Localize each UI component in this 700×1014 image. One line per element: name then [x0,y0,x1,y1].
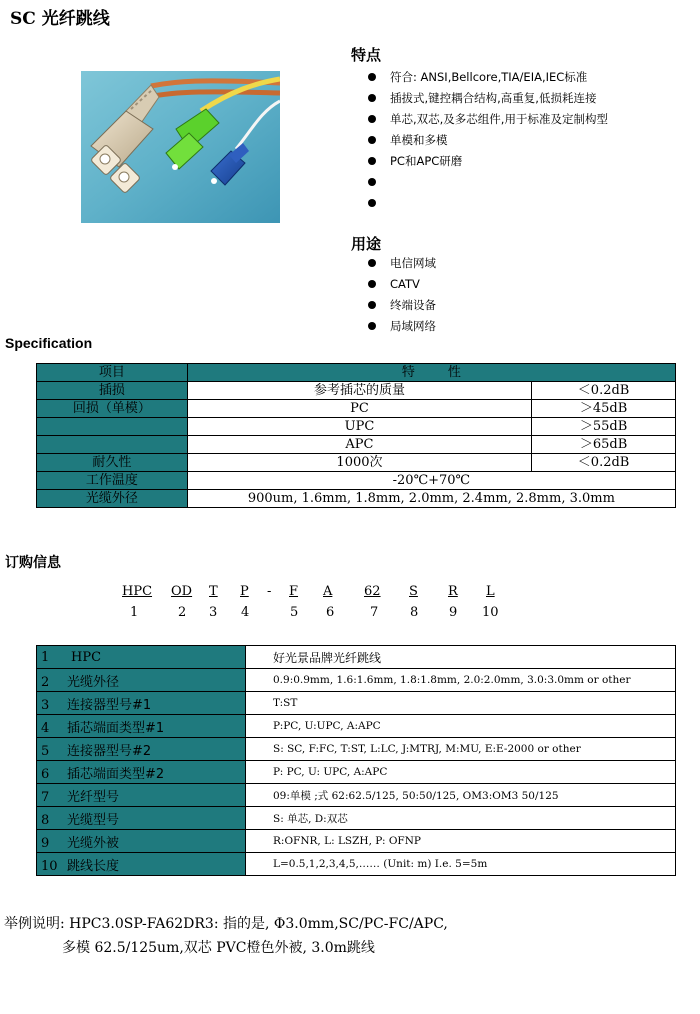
row-label: 耐久性 [37,454,188,472]
table-cell: S: 单芯, D:双芯 [246,807,676,830]
example-line-1: 举例说明: HPC3.0SP-FA62DR3: 指的是, Φ3.0mm,SC/PC-FC/APC, [4,916,448,932]
table-cell: 1000次 [187,454,531,472]
table-row [37,853,676,876]
spec-table [36,363,676,508]
uses-heading: 用途 [351,235,382,253]
table-row [37,400,676,418]
code-separator: - [267,584,272,599]
table-cell: 09:单模 ;式 62:62.5/125, 50:50/125, OM3:OM3 50/125 [246,784,676,807]
list-item: 电信网域 [368,255,436,276]
list-item [368,195,608,216]
list-item: 终端设备 [368,297,436,318]
table-cell: 0.9:0.9mm, 1.6:1.6mm, 1.8:1.8mm, 2.0:2.0mm, 3.0:3.0mm or other [246,669,676,692]
example-line-2: 多模 62.5/125um,双芯 PVC橙色外被, 3.0m跳线 [62,940,375,956]
row-label: 1 HPC [37,646,246,669]
table-cell: ＜0.2dB [532,382,676,400]
bullet-icon [368,94,376,102]
code-segment: HPC [122,584,153,599]
table-row [37,807,676,830]
table-cell: 900um, 1.6mm, 1.8mm, 2.0mm, 2.4mm, 2.8mm, 3.0mm [187,490,675,508]
list-item: PC和APC研磨 [368,153,608,174]
table-cell: -20℃+70℃ [187,472,675,490]
column-header: 特 性 [187,364,675,382]
bullet-icon [368,73,376,81]
table-row [37,830,676,853]
row-label: 10 跳线长度 [37,853,246,876]
table-cell: T:ST [246,692,676,715]
code-segment: 62 [364,584,381,599]
table-cell: UPC [187,418,531,436]
bullet-icon [368,115,376,123]
bullet-icon [368,136,376,144]
code-segment: F [289,584,299,599]
order-table [36,645,676,876]
code-segment: R [448,584,458,599]
example-note [4,912,448,960]
bullet-icon [368,301,376,309]
order-heading: 订购信息 [5,555,61,571]
bullet-icon [368,259,376,267]
bullet-icon [368,178,376,186]
table-row [37,715,676,738]
bullet-icon [368,280,376,288]
table-cell: ＞65dB [532,436,676,454]
table-header-row [37,364,676,382]
position-number: 6 [326,605,335,620]
list-item: 插拔式,键控耦合结构,高重复,低损耗连接 [368,90,608,111]
row-label [37,436,188,454]
list-item: 局域网络 [368,318,436,339]
table-row [37,454,676,472]
bullet-icon [368,157,376,165]
row-label: 5 连接器型号#2 [37,738,246,761]
row-label: 2 光缆外径 [37,669,246,692]
position-number: 10 [482,605,499,620]
row-label: 插损 [37,382,188,400]
table-cell: PC [187,400,531,418]
bullet-icon [368,322,376,330]
row-label [37,418,188,436]
list-item: 单模和多模 [368,132,608,153]
list-item: 单芯,双芯,及多芯组件,用于标准及定制构型 [368,111,608,132]
table-row [37,669,676,692]
row-label: 7 光纤型号 [37,784,246,807]
table-cell: P: PC, U: UPC, A:APC [246,761,676,784]
list-item: CATV [368,276,436,297]
position-number: 7 [370,605,379,620]
table-row [37,761,676,784]
spec-heading: Specification [5,335,93,351]
page-title: SC 光纤跳线 [10,9,110,29]
table-row [37,692,676,715]
features-list [368,69,608,216]
code-segment: P [240,584,249,599]
table-row [37,382,676,400]
table-cell: P:PC, U:UPC, A:APC [246,715,676,738]
list-item [368,174,608,195]
code-segment: A [323,584,333,599]
table-cell: APC [187,436,531,454]
table-cell: ＞55dB [532,418,676,436]
table-row [37,738,676,761]
table-row [37,784,676,807]
list-item: 符合: ANSI,Bellcore,TIA/EIA,IEC标准 [368,69,608,90]
row-label: 光缆外径 [37,490,188,508]
row-label: 3 连接器型号#1 [37,692,246,715]
column-header: 项目 [37,364,188,382]
features-heading: 特点 [351,46,382,64]
fiber-patch-cord-photo [81,71,280,223]
row-label: 4 插芯端面类型#1 [37,715,246,738]
row-label: 工作温度 [37,472,188,490]
position-number: 1 [130,605,139,620]
table-row [37,418,676,436]
table-cell: 参考插芯的质量 [187,382,531,400]
row-label: 6 插芯端面类型#2 [37,761,246,784]
table-cell: ＞45dB [532,400,676,418]
table-row [37,646,676,669]
table-cell: ＜0.2dB [532,454,676,472]
position-number: 9 [449,605,458,620]
code-segment: OD [171,584,193,599]
position-number: 2 [178,605,187,620]
uses-list [368,255,436,339]
table-cell: L=0.5,1,2,3,4,5,…… (Unit: m) I.e. 5=5m [246,853,676,876]
table-row [37,490,676,508]
bullet-icon [368,199,376,207]
table-cell: R:OFNR, L: LSZH, P: OFNP [246,830,676,853]
position-number: 8 [410,605,419,620]
code-segment: S [409,584,418,599]
table-cell: 好光景品牌光纤跳线 [246,646,676,669]
table-row [37,436,676,454]
row-label: 9 光缆外被 [37,830,246,853]
table-cell: S: SC, F:FC, T:ST, L:LC, J:MTRJ, M:MU, E:E-2000 or other [246,738,676,761]
code-segment: L [486,584,495,599]
row-label: 8 光缆型号 [37,807,246,830]
code-segment: T [209,584,218,599]
position-number: 5 [290,605,299,620]
position-number: 4 [241,605,250,620]
position-number: 3 [209,605,218,620]
table-row [37,472,676,490]
row-label: 回损（单模） [37,400,188,418]
